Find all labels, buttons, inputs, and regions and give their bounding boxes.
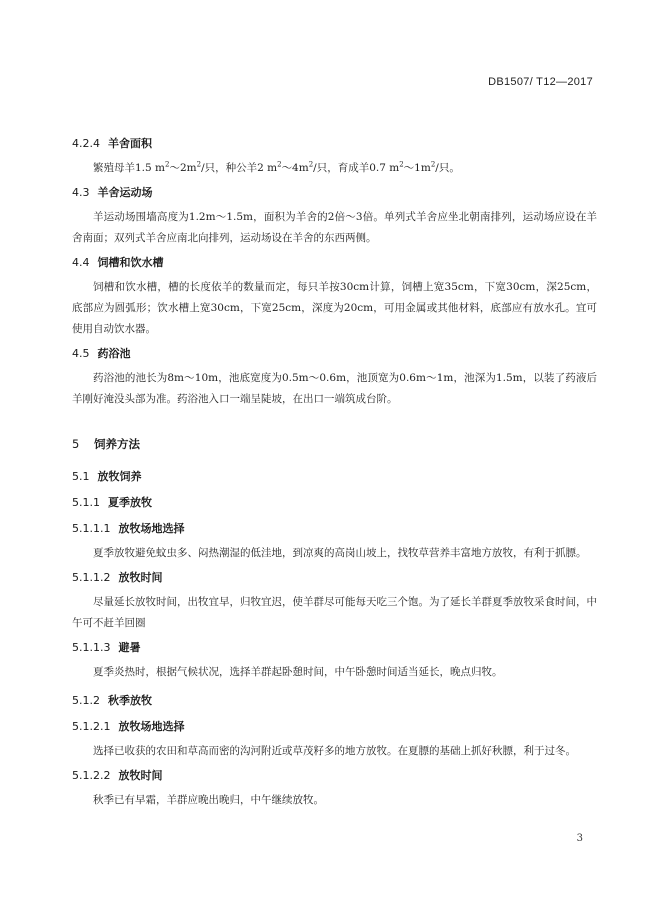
superscript: 2 <box>399 160 404 169</box>
section-title: 饲养方法 <box>94 437 140 451</box>
section-heading <box>72 719 597 735</box>
section-title: 避暑 <box>118 641 141 654</box>
section-title: 夏季放牧 <box>108 496 152 509</box>
paragraph: 尽量延长放牧时间，出牧宜早，归牧宜迟，使羊群尽可能每天吃三个饱。为了延长羊群夏季放牧采食时间，中午可不赶羊回圈 <box>72 596 597 629</box>
section-heading <box>72 346 597 362</box>
paragraph: 秋季已有早霜，羊群应晚出晚归，中午继续放牧。 <box>93 794 324 806</box>
text-run: ～1m <box>403 162 431 174</box>
section-number: 5.1.1.3 <box>72 641 111 654</box>
text-run: ～2m <box>169 162 197 174</box>
section-title: 放牧场地选择 <box>118 720 185 733</box>
superscript: 2 <box>430 160 436 169</box>
section-title: 放牧时间 <box>118 769 163 782</box>
section-number: 5.1 <box>72 470 90 483</box>
superscript: 2 <box>308 160 314 169</box>
section-heading <box>72 136 597 152</box>
section-number: 4.4 <box>72 256 90 269</box>
section-title: 饲槽和饮水槽 <box>97 256 164 269</box>
section-heading <box>72 255 597 271</box>
paragraph: 夏季放牧避免蚊虫多、闷热潮湿的低洼地，到凉爽的高岗山坡上，找牧草营养丰富地方放牧，有利于抓膘。 <box>93 547 587 559</box>
section-number: 4.5 <box>72 347 90 360</box>
section-number: 4.2.4 <box>72 137 100 150</box>
section-number: 5.1.2.2 <box>72 769 111 782</box>
section-title: 羊舍运动场 <box>97 186 153 199</box>
text-run: ～4m <box>281 162 309 174</box>
section-heading <box>72 768 597 784</box>
section-title: 羊舍面积 <box>108 137 152 150</box>
text-run: 繁殖母羊1.5 m <box>93 162 165 174</box>
section-number: 5.1.1 <box>72 496 100 509</box>
paragraph <box>72 158 597 179</box>
paragraph: 羊运动场围墙高度为1.2m～1.5m，面积为羊舍的2倍～3倍。单列式羊舍应坐北朝南排列，运动场应设在羊舍南面；双列式羊舍应南北向排列，运动场设在羊舍的东西两侧。 <box>72 211 597 244</box>
section-title: 放牧场地选择 <box>118 522 185 535</box>
section-title: 秋季放牧 <box>108 694 152 707</box>
section-title: 放牧饲养 <box>97 470 142 483</box>
page-number: 3 <box>576 833 583 844</box>
section-heading <box>72 436 597 452</box>
section-number: 5 <box>72 437 80 451</box>
section-title: 药浴池 <box>97 347 131 360</box>
section-number: 5.1.2 <box>72 694 100 707</box>
section-heading <box>72 521 597 537</box>
paragraph: 饲槽和饮水槽，槽的长度依羊的数量而定，每只羊按30cm计算，饲槽上宽35cm，下宽30cm，深25cm，底部应为圆弧形；饮水槽上宽30cm，下宽25cm，深度为20cm，可用金属或其他材料，底部应有放水孔。宜可使用自动饮水器。 <box>72 281 597 335</box>
section-heading <box>72 640 597 656</box>
text-run: /只。 <box>435 162 460 174</box>
text-run: /只，种公羊2 m <box>201 162 278 174</box>
superscript: 2 <box>277 160 282 169</box>
section-heading <box>72 570 597 586</box>
section-number: 5.1.1.2 <box>72 571 111 584</box>
document-body <box>72 130 597 811</box>
paragraph: 选择已收获的农田和草高而密的沟河附近或草茂籽多的地方放牧。在夏膘的基础上抓好秋膘，利于过冬。 <box>93 745 576 757</box>
document-code: DB1507/ T12—2017 <box>488 76 593 88</box>
text-run: /只，育成羊0.7 m <box>313 162 400 174</box>
section-number: 4.3 <box>72 186 90 199</box>
section-title: 放牧时间 <box>118 571 163 584</box>
paragraph: 药浴池的池长为8m～10m，池底宽度为0.5m～0.6m，池顶宽为0.6m～1m，池深为1.5m，以装了药液后羊刚好淹没头部为准。药浴池入口一端呈陡坡，在出口一端筑成台阶。 <box>72 372 597 405</box>
section-heading <box>72 693 597 709</box>
section-heading <box>72 495 597 511</box>
paragraph: 夏季炎热时，根据气候状况，选择羊群起卧憩时间，中午卧憩时间适当延长，晚点归牧。 <box>93 666 503 678</box>
superscript: 2 <box>165 160 170 169</box>
section-heading <box>72 469 597 485</box>
section-number: 5.1.2.1 <box>72 720 111 733</box>
section-number: 5.1.1.1 <box>72 522 111 535</box>
superscript: 2 <box>196 160 202 169</box>
section-heading <box>72 185 597 201</box>
